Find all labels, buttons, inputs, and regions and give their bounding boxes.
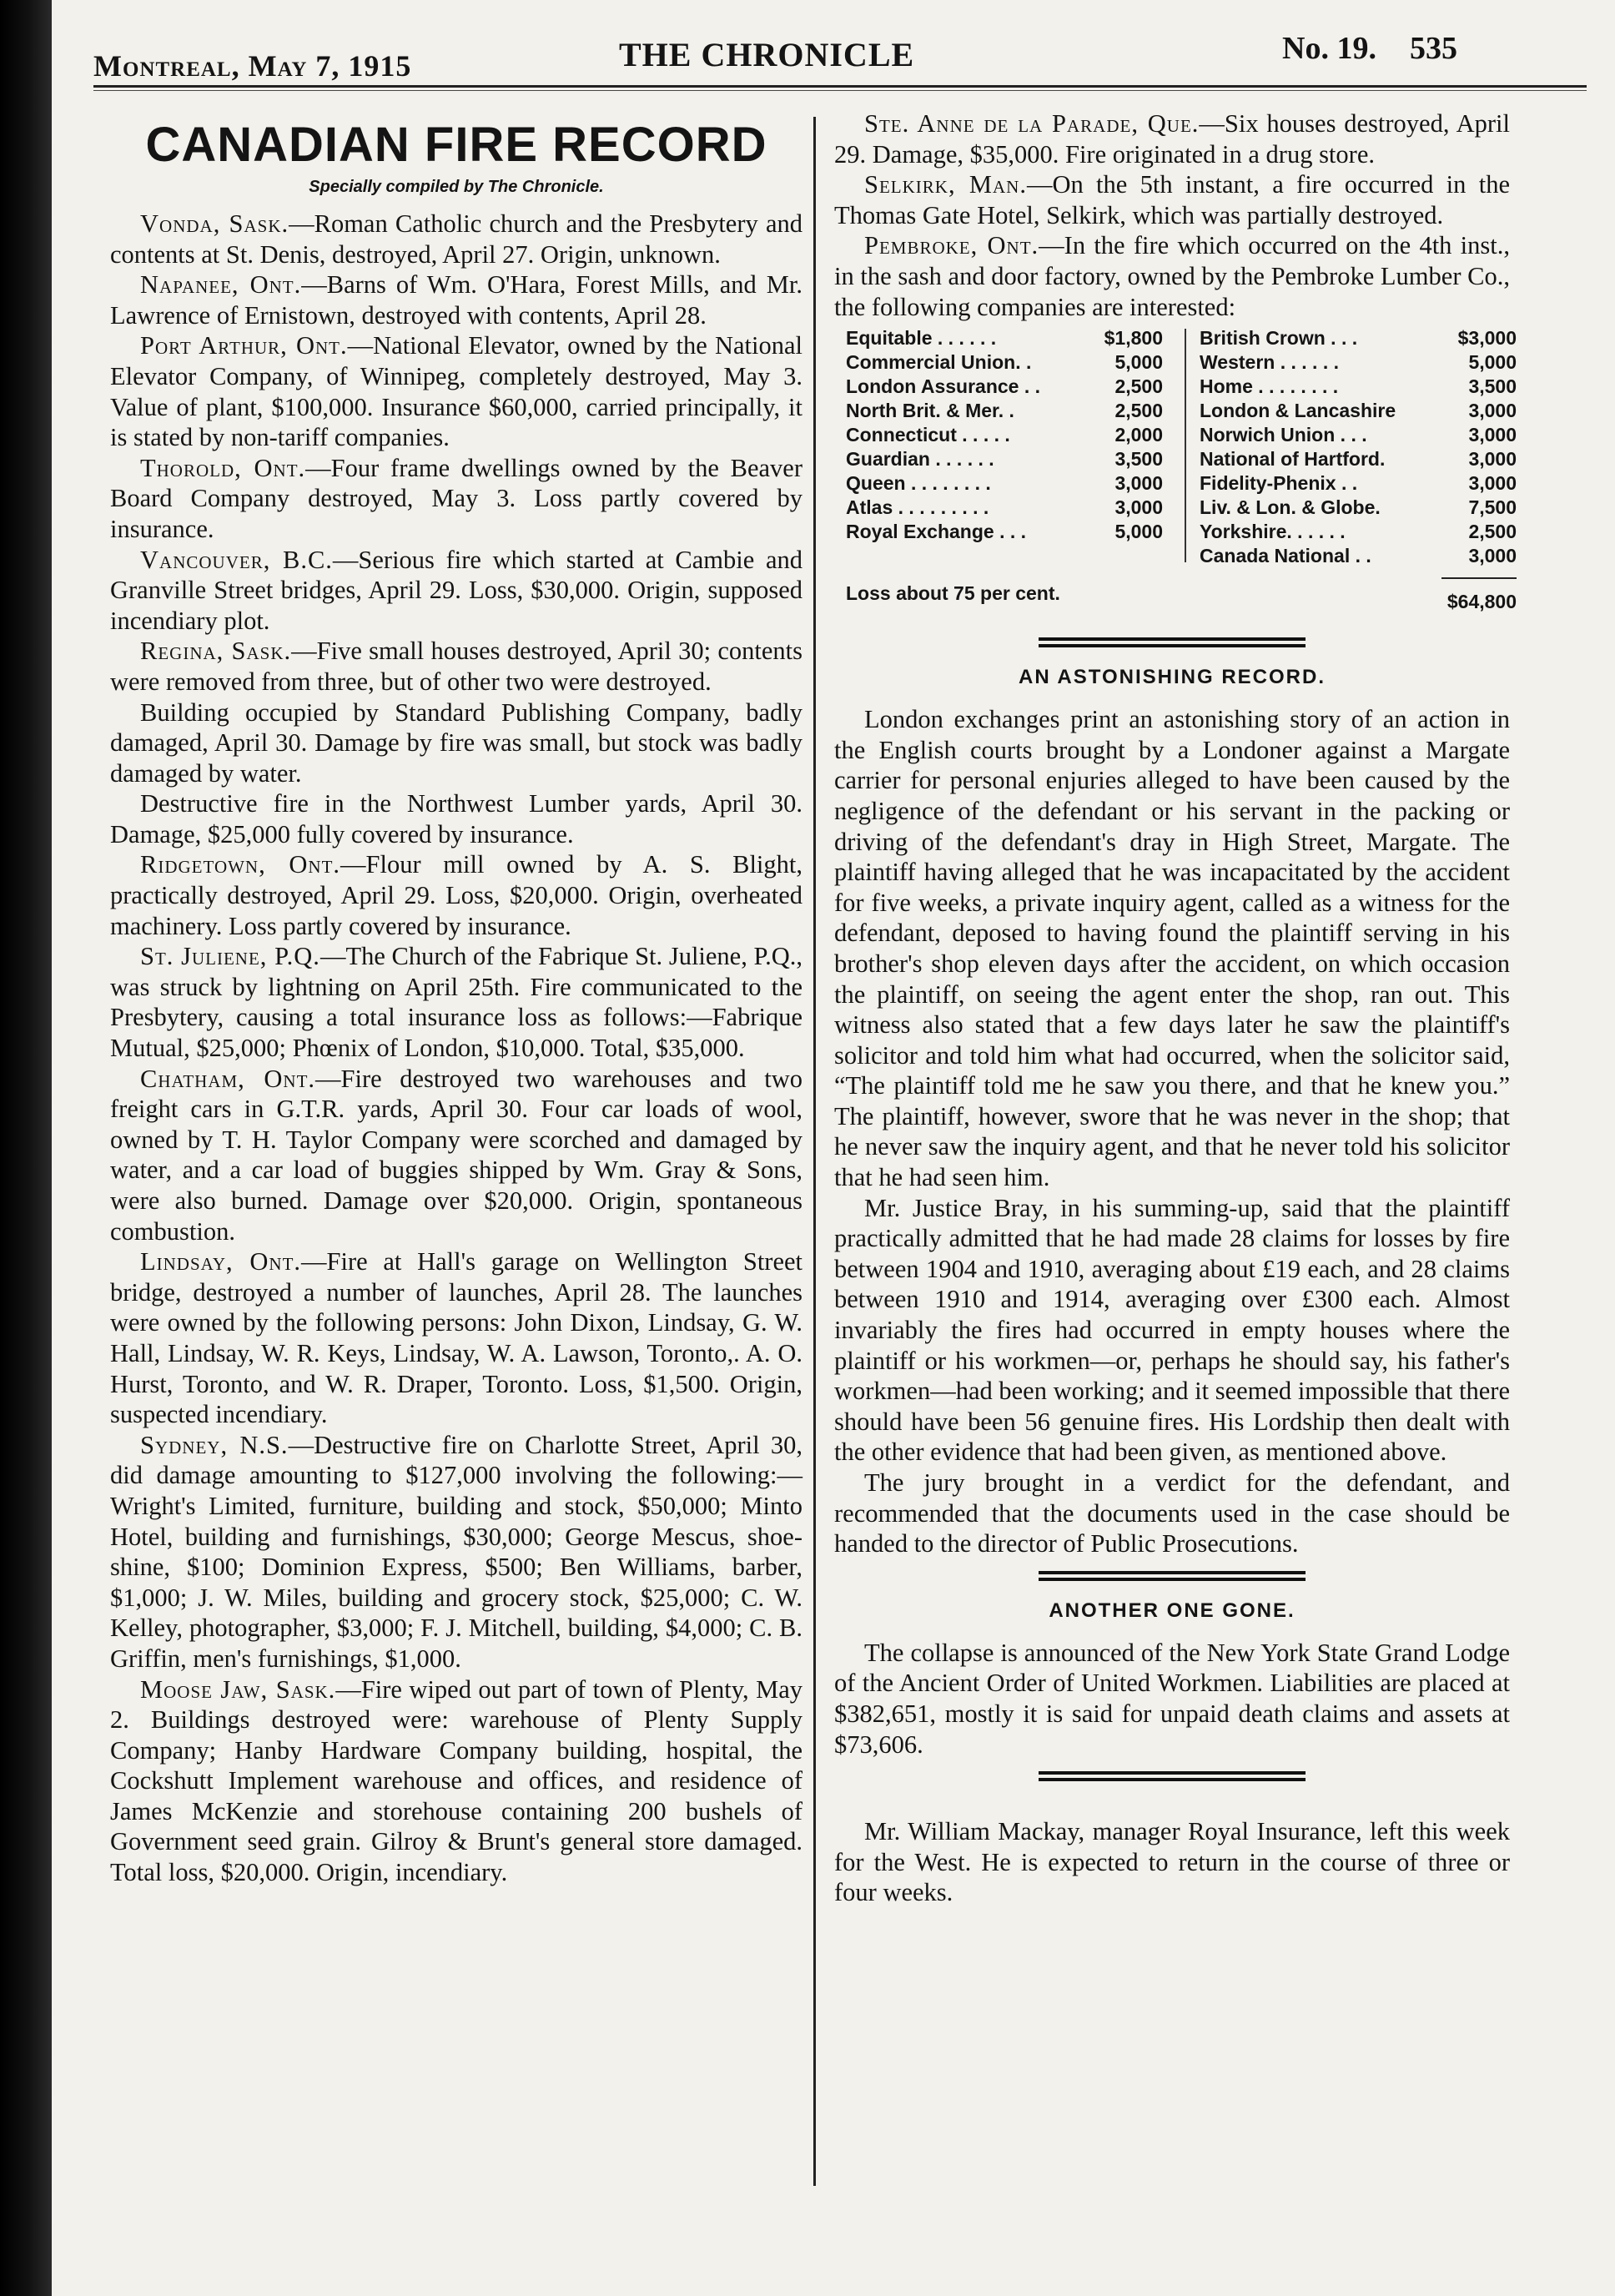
fire-item — [110, 453, 802, 545]
fire-text: —Barns of Wm. O'Hara, Forest Mills, and Mr. Lawrence of Ernistown, destroyed with contents, April 28. — [110, 270, 803, 330]
fire-text: —Six houses destroyed, April 29. Damage, $35,000. Fire originated in a drug store. — [834, 109, 1510, 169]
section-title: CANADIAN FIRE RECORD — [145, 118, 767, 172]
company-name: Yorkshire. . . . . . — [1200, 521, 1346, 543]
company-amount: $1,800 — [1104, 327, 1163, 350]
fire-text: —National Elevator, owned by the National Elevator Company, of Winnipeg, completely destroyed, May 3. Value of plant, $100,000. Insurance $60,000, carried principally, it is stated by non-tariff companies. — [110, 331, 802, 452]
table-divider — [1185, 329, 1186, 562]
section-separator — [1039, 1771, 1306, 1783]
company-amount: 3,000 — [1468, 424, 1517, 446]
company-name: Connecticut . . . . . — [846, 424, 1010, 446]
table-row — [1200, 375, 1517, 400]
insurance-companies-table — [834, 327, 1517, 577]
fire-text: —Destructive fire on Charlotte Street, April 30, did damage amounting to $127,000 involving the following:—Wright's Limited, furniture, building and stock, $50,000; Minto Hotel, building and furnishings, $30,000; George Mescus, shoe-shine, $100; Dominion Express, $500; Ben Williams, barber, $1,000; J. W. Miles, building and grocery stock, $25,000; C. W. Kelley, photographer, $3,000; F. J. Mitchell, building, $4,000; C. B. Griffin, men's furnishings, $1,000. — [110, 1430, 802, 1673]
company-name: North Brit. & Mer. . — [846, 400, 1014, 422]
company-amount: 5,000 — [1114, 351, 1163, 374]
loss-note: Loss about 75 per cent. — [846, 582, 1060, 605]
fire-text: —Five small houses destroyed, April 30; contents were removed from three, but of other two were destroyed. — [110, 637, 802, 696]
table-row — [846, 400, 1163, 424]
company-name: Atlas . . . . . . . . . — [846, 496, 989, 519]
total-amount: $64,800 — [1446, 591, 1517, 613]
company-amount: 5,000 — [1114, 521, 1163, 543]
table-row — [846, 472, 1163, 496]
article-paragraph: The collapse is announced of the New York State Grand Lodge of the Ancient Order of United Workmen. Liabilities are placed at $382,651, mostly it is said for unpaid death claims and assets at $73,606. — [834, 1638, 1510, 1759]
company-name: National of Hartford. — [1200, 448, 1386, 471]
company-name: Western . . . . . . — [1200, 351, 1340, 374]
fire-text: —In the fire which occurred on the 4th inst., in the sash and door factory, owned by the Pembroke Lumber Co., the following companies are interested: — [834, 231, 1510, 321]
article-paragraph: London exchanges print an astonishing story of an action in the English courts brought by a Londoner against a Margate carrier for personal enjuries alleged to have been caused by the negligence of the defendant or his servant in the packing or driving of the defendant's dray in High Street, Margate. The plaintiff having alleged that he was incapacitated by the accident for five weeks, a private inquiry agent, called as a witness for the defendant, deposed to having found the plaintiff serving in his brother's shop eleven days after the accident, on which occasion the plaintiff, on seeing the agent enter the shop, ran out. This witness also stated that a few days later he saw the plaintiff's solicitor and told him what had occurred, when the solicitor said, “The plaintiff told me he saw you there, and that he knew you.” The plaintiff, however, swore that he was never in the shop; that he never saw the inquiry agent, and that he never told his solicitor that he had seen him. — [834, 705, 1510, 1192]
fire-place: Moose Jaw, Sask. — [140, 1674, 336, 1704]
table-row — [1200, 496, 1517, 521]
table-row — [846, 448, 1163, 472]
company-amount: 2,000 — [1114, 424, 1163, 446]
book-spine-shadow — [0, 0, 52, 2296]
column-divider — [813, 117, 816, 2186]
fire-place: Thorold, Ont. — [140, 453, 306, 482]
table-footer — [834, 577, 1517, 626]
fire-place: Ste. Anne de la Parade, Que. — [864, 109, 1200, 138]
company-name: Norwich Union . . . — [1200, 424, 1367, 446]
header-rule-thin — [93, 90, 1587, 91]
fire-text: —Serious fire which started at Cambie and Granville Street bridges, April 29. Loss, $30,000. Origin, supposed incendiary plot. — [110, 545, 802, 635]
fire-text: —Fire destroyed two warehouses and two freight cars in G.T.R. yards, April 30. Four car loads of wool, owned by T. H. Taylor Company were scorched and damaged by water, and a car load of buggies shipped by Wm. Gray & Sons, were also burned. Damage over $20,000. Origin, spontaneous combustion. — [110, 1064, 803, 1246]
left-column — [110, 108, 802, 1888]
dateline: Montreal, May 7, 1915 — [93, 49, 412, 83]
fire-item — [110, 1430, 802, 1674]
fire-item — [110, 1064, 802, 1247]
fire-text: —Flour mill owned by A. S. Blight, practically destroyed, April 29. Loss, $20,000. Origin, overheated machinery. Loss partly covered by insurance. — [110, 850, 802, 940]
fire-item — [110, 697, 802, 789]
table-row — [846, 327, 1163, 351]
company-name: Queen . . . . . . . . — [846, 472, 991, 495]
company-name: Commercial Union. . — [846, 351, 1032, 374]
fire-item — [834, 108, 1510, 169]
issue-number: No. 19. — [1282, 31, 1376, 66]
fire-place: Pembroke, Ont. — [864, 231, 1039, 260]
fire-item — [110, 849, 802, 941]
company-amount: 3,500 — [1114, 448, 1163, 471]
company-name: Guardian . . . . . . — [846, 448, 994, 471]
newspaper-page — [52, 0, 1615, 2296]
companies-left-list — [846, 327, 1163, 545]
fire-item — [110, 545, 802, 637]
company-amount: $3,000 — [1457, 327, 1517, 350]
fire-item — [110, 209, 802, 269]
fire-place: Ridgetown, Ont. — [140, 850, 341, 879]
fire-item — [110, 1246, 802, 1430]
fire-item — [110, 788, 802, 849]
fire-text: —On the 5th instant, a fire occurred in the Thomas Gate Hotel, Selkirk, which was partially destroyed. — [834, 170, 1510, 229]
section-byline: Specially compiled by The Chronicle. — [309, 178, 604, 196]
table-row — [846, 521, 1163, 545]
publication-name: THE CHRONICLE — [619, 36, 915, 73]
fire-text: —Fire wiped out part of town of Plenty, May 2. Buildings destroyed were: warehouse of Plenty Supply Company; Hanby Hardware Company building, hospital, the Cockshutt Implement warehouse and offices, and residence of James McKenzie and storehouse containing 200 bushels of Government seed grain. Gilroy & Brunt's general store damaged. Total loss, $20,000. Origin, incendiary. — [110, 1674, 802, 1887]
fire-place: Port Arthur, Ont. — [140, 331, 348, 360]
personal-note: Mr. William Mackay, manager Royal Insurance, left this week for the West. He is expected to return in the course of three or four weeks. — [834, 1817, 1510, 1907]
table-row — [846, 375, 1163, 400]
company-amount: 5,000 — [1468, 351, 1517, 374]
article-title: ANOTHER ONE GONE. — [1049, 1599, 1296, 1622]
fire-place: Lindsay, Ont. — [140, 1247, 302, 1276]
total-rule — [1441, 577, 1517, 579]
article-title: AN ASTONISHING RECORD. — [1018, 666, 1326, 689]
company-name: Liv. & Lon. & Globe. — [1200, 496, 1381, 519]
fire-item — [110, 941, 802, 1063]
table-row — [846, 351, 1163, 375]
fire-text: Destructive fire in the Northwest Lumber yards, April 30. Damage, $25,000 fully covered by insurance. — [110, 789, 802, 848]
company-name: Canada National . . — [1200, 545, 1371, 567]
header-rule — [93, 85, 1587, 88]
fire-place: Vancouver, B.C. — [140, 545, 333, 574]
fire-place: Vonda, Sask. — [140, 209, 289, 238]
fire-text: —Roman Catholic church and the Presbytery and contents at St. Denis, destroyed, April 27. Origin, unknown. — [110, 209, 802, 269]
table-row — [1200, 424, 1517, 448]
company-amount: 3,500 — [1468, 375, 1517, 398]
fire-text: —Four frame dwellings owned by the Beaver Board Company destroyed, May 3. Loss partly covered by insurance. — [110, 453, 802, 543]
company-amount: 2,500 — [1114, 400, 1163, 422]
fire-text: —The Church of the Fabrique St. Juliene, P.Q., was struck by lightning on April 25th. Fire communicated to the Presbytery, causing a total insurance loss as follows:—Fabrique Mutual, $25,000; Phœnix of London, $10,000. Total, $35,000. — [110, 942, 803, 1063]
fire-item — [110, 636, 802, 697]
company-name: London Assurance . . — [846, 375, 1041, 398]
fire-item — [110, 330, 802, 452]
page-number: 535 — [1409, 31, 1457, 66]
section-separator — [1039, 637, 1306, 649]
fire-item — [110, 269, 802, 330]
company-amount: 3,000 — [1468, 472, 1517, 495]
company-name: Home . . . . . . . . — [1200, 375, 1339, 398]
section-separator — [1039, 1571, 1306, 1583]
table-row — [1200, 351, 1517, 375]
fire-place: St. Juliene, P.Q. — [140, 942, 320, 971]
issue-info — [1282, 30, 1457, 67]
table-row — [1200, 448, 1517, 472]
table-row — [846, 496, 1163, 521]
fire-place: Chatham, Ont. — [140, 1064, 316, 1093]
article-paragraph: The jury brought in a verdict for the defendant, and recommended that the documents used in the case should be handed to the director of Public Prosecutions. — [834, 1468, 1510, 1558]
table-row — [1200, 400, 1517, 424]
companies-right-list — [1200, 327, 1517, 569]
fire-place: Regina, Sask. — [140, 637, 292, 666]
fire-text: —Fire at Hall's garage on Wellington Street bridge, destroyed a number of launches, April 28. The launches were owned by the following persons: John Dixon, Lindsay, G. W. Hall, Lindsay, W. R. Keys, Lindsay, W. A. Lawson, Toronto,. A. O. Hurst, Toronto, and W. R. Draper, Toronto. Loss, $1,500. Origin, suspected incendiary. — [110, 1247, 802, 1429]
article-paragraph: Mr. Justice Bray, in his summing-up, said that the plaintiff practically admitted that he had made 28 claims for losses by fire between 1904 and 1910, averaging about £19 each, and 28 claims between 1910 and 1914, averaging over £300 each. Almost invariably the fires had occurred in empty houses where the plaintiff or his workmen—or, perhaps he should say, his father's workmen—had been working; and it seemed impossible that there should have been 56 genuine fires. His Lordship then dealt with the other evidence that had been given, as mentioned above. — [834, 1193, 1510, 1467]
company-name: British Crown . . . — [1200, 327, 1358, 350]
table-row — [1200, 521, 1517, 545]
fire-place: Sydney, N.S. — [140, 1430, 289, 1459]
table-row — [1200, 327, 1517, 351]
company-name: London & Lancashire — [1200, 400, 1396, 422]
company-name: Royal Exchange . . . — [846, 521, 1027, 543]
company-amount: 2,500 — [1114, 375, 1163, 398]
table-row — [1200, 472, 1517, 496]
fire-item — [110, 1674, 802, 1888]
company-amount: 3,000 — [1114, 472, 1163, 495]
fire-item — [834, 169, 1510, 230]
fire-text: Building occupied by Standard Publishing Company, badly damaged, April 30. Damage by fire was small, but stock was badly damaged by water. — [110, 697, 802, 788]
table-row — [846, 424, 1163, 448]
company-amount: 2,500 — [1468, 521, 1517, 543]
company-name: Equitable . . . . . . — [846, 327, 997, 350]
company-amount: 3,000 — [1468, 545, 1517, 567]
company-name: Fidelity-Phenix . . — [1200, 472, 1358, 495]
fire-place: Selkirk, Man. — [864, 170, 1027, 199]
company-amount: 3,000 — [1468, 400, 1517, 422]
company-amount: 7,500 — [1468, 496, 1517, 519]
fire-place: Napanee, Ont. — [140, 270, 302, 300]
table-row — [1200, 545, 1517, 569]
fire-item — [834, 230, 1510, 322]
right-column — [834, 108, 1517, 1908]
running-header — [52, 30, 1615, 83]
company-amount: 3,000 — [1114, 496, 1163, 519]
company-amount: 3,000 — [1468, 448, 1517, 471]
